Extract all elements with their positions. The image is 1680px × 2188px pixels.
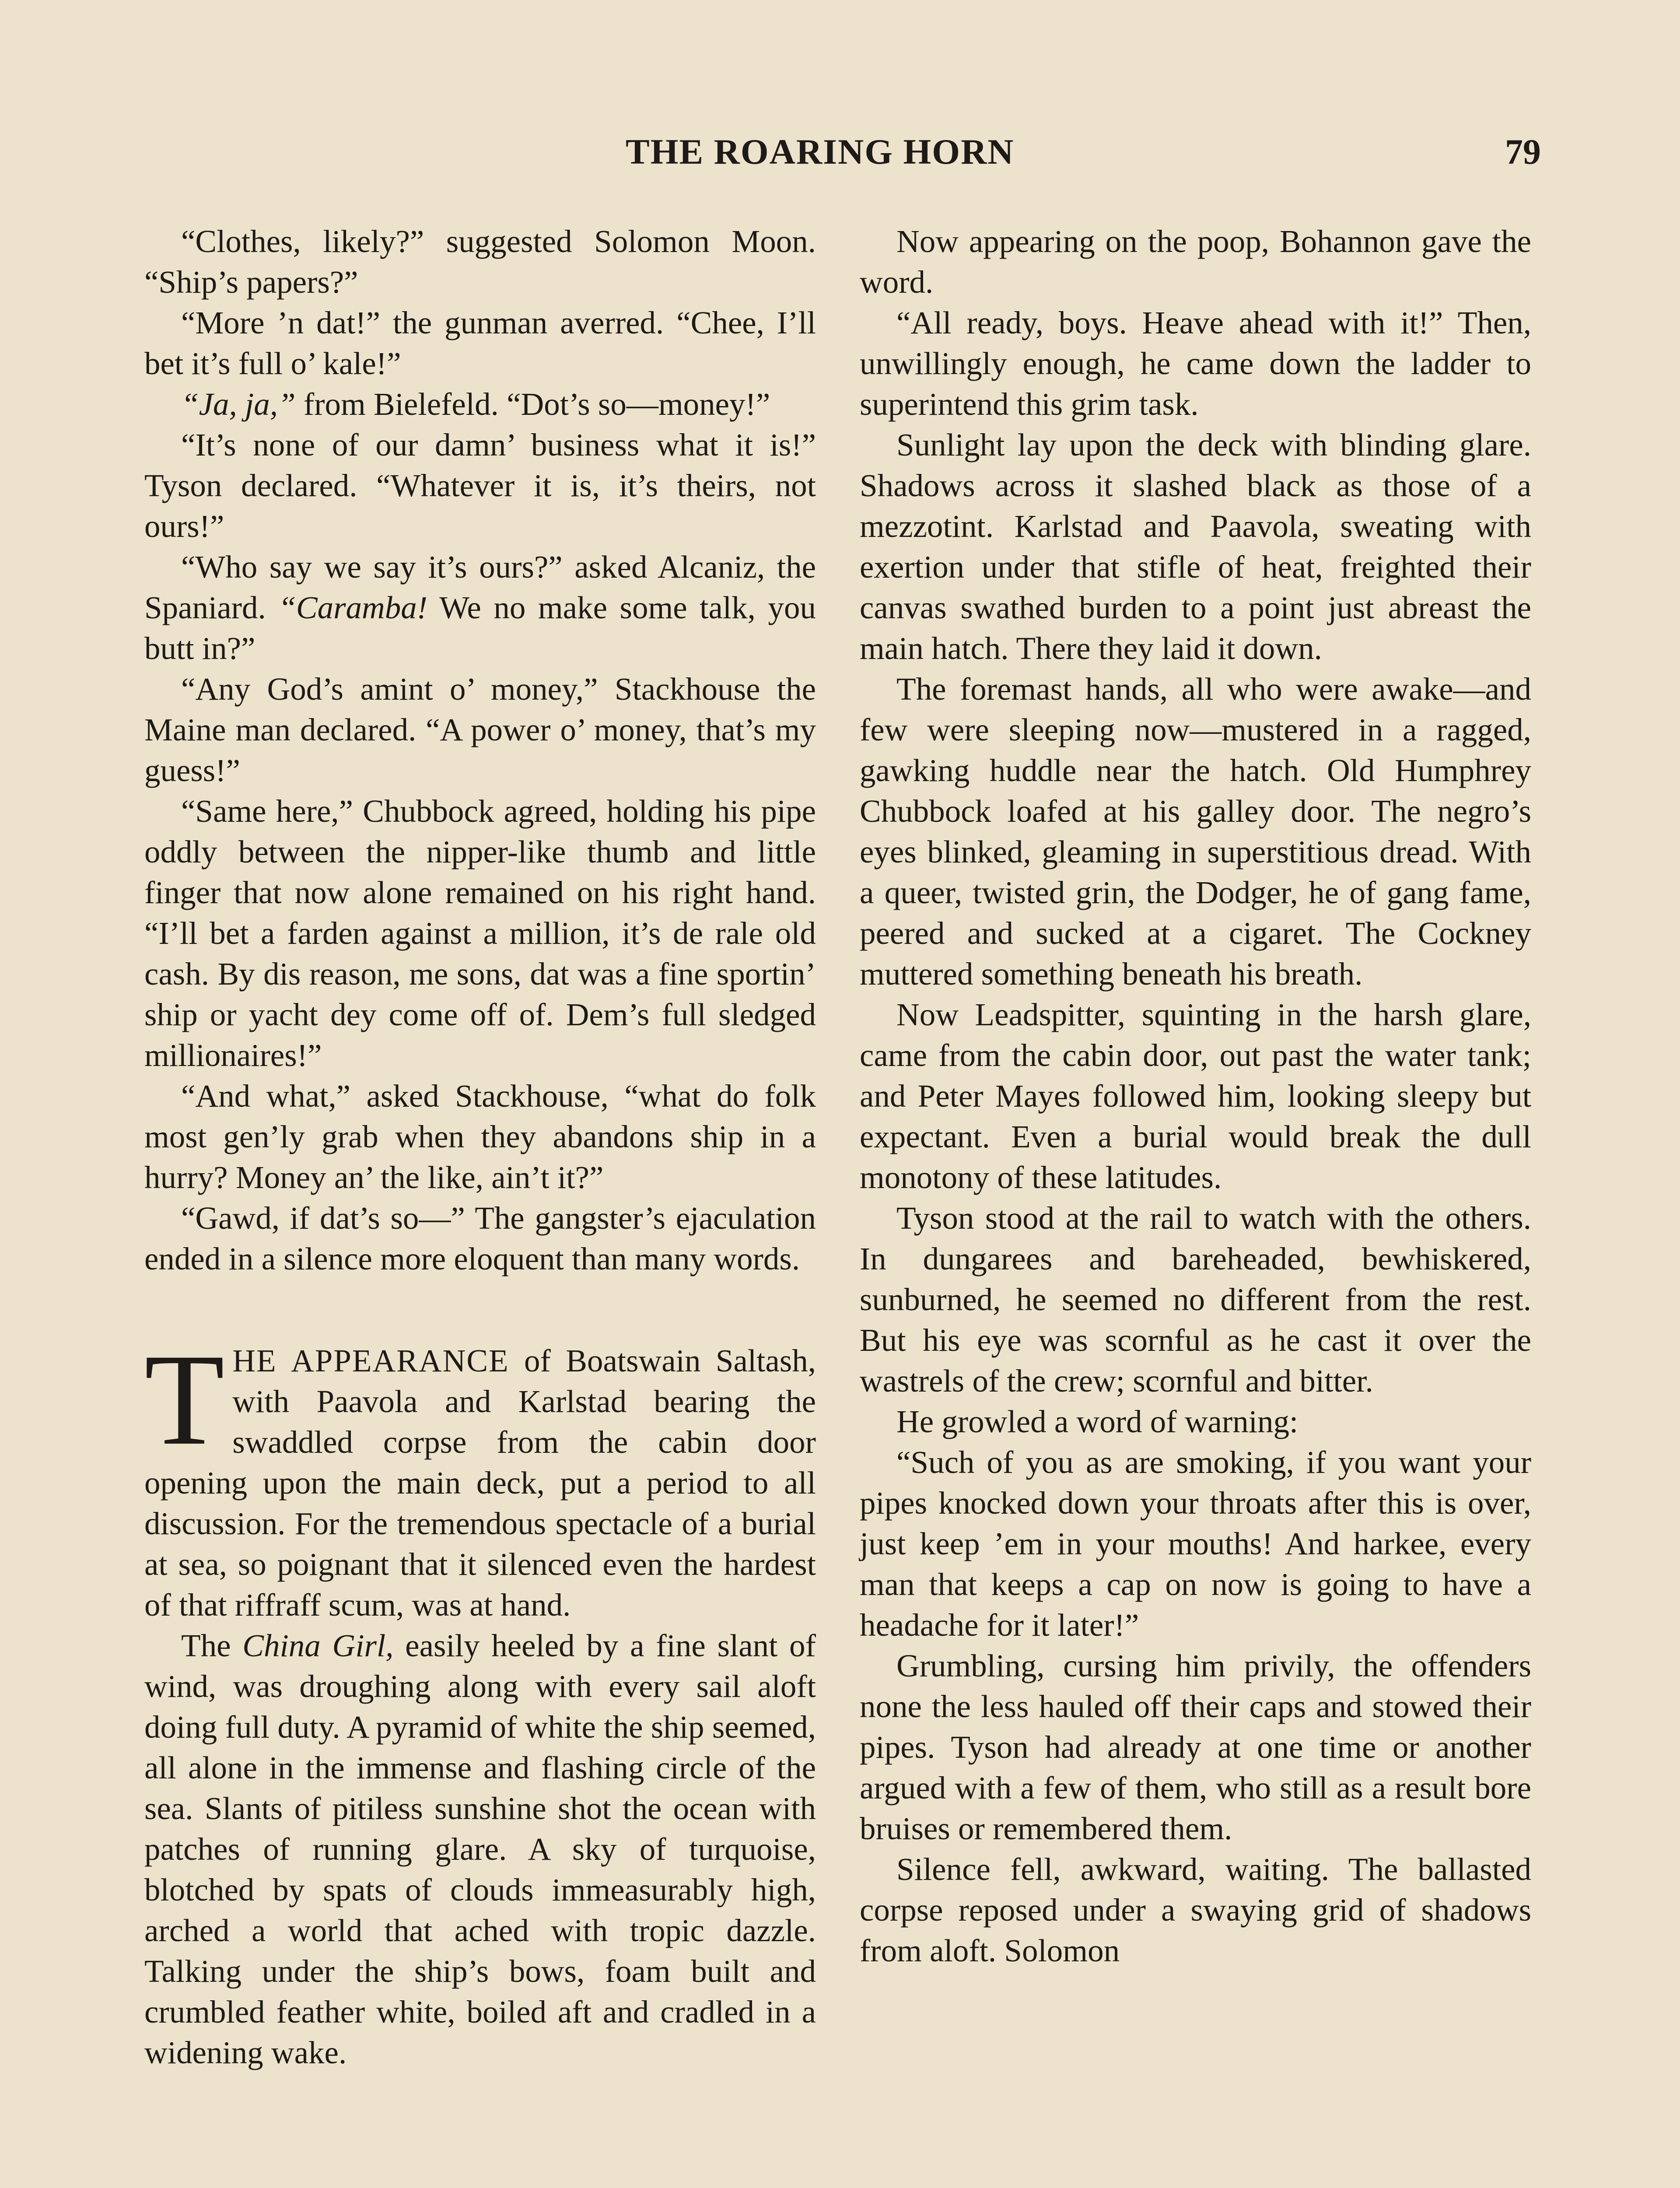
paragraph xyxy=(144,547,816,669)
paragraph: He growled a word of warning: xyxy=(896,1404,1298,1439)
paragraph: “All ready, boys. Heave ahead with it!” Then, unwillingly enough, he came down the ladder to superintend this grim task. xyxy=(860,305,1531,422)
paragraph xyxy=(144,384,816,424)
paragraph: The foremast hands, all who were awake—and few were sleeping now—mustered in a ragged, gawking huddle near the hatch. Old Humphrey Chubbock loafed at his galley door. The negro’s eyes blinked, gleaming in superstitious dread. With a queer, twisted grin, the Dodger, he of gang fame, peered and sucked at a cigaret. The Cockney muttered something beneath his breath. xyxy=(860,671,1531,992)
paragraph: “Same here,” Chubbock agreed, holding his pipe oddly between the nipper-like thumb and little finger that now alone remained on his right hand. “I’ll bet a farden against a million, it’s de rale old cash. By dis reason, me sons, dat was a fine sportin’ ship or yacht dey come off of. Dem’s full sledged millionaires!” xyxy=(144,793,816,1073)
paragraph-text: easily heeled by a fine slant of wind, was droughing along with every sail aloft doing full duty. A pyramid of white the ship seemed, all alone in the immense and flashing circle of the sea. Slants of pitiless sunshine shot the ocean with patches of running glare. A sky of turquoise, blotched by spats of clouds immeasurably high, arched a world that ached with tropic dazzle. Talking under the ship’s bows, foam built and crumbled feather white, boiled aft and cradled in a widening wake. xyxy=(144,1628,816,2070)
paragraph xyxy=(144,1625,816,2073)
paragraph: Now Leadspitter, squinting in the harsh glare, came from the cabin door, out past the water tank; and Peter Mayes followed him, looking sleepy but expectant. Even a burial would break the dull monotony of these latitudes. xyxy=(860,997,1531,1195)
paragraph: Now appearing on the poop, Bohannon gave the word. xyxy=(860,224,1531,300)
page-header xyxy=(0,131,1680,184)
paragraph: “More ’n dat!” the gunman averred. “Chee, I’ll bet it’s full o’ kale!” xyxy=(144,305,816,381)
paragraph-text: of Boatswain Saltash, with Paavola and Karlstad bearing the swaddled corpse from the cabin door opening upon the main deck, put a period to all discussion. For the tremendous spectacle of a burial at sea, so poignant that it silenced even the hardest of that riffraff scum, was at hand. xyxy=(144,1343,816,1623)
paragraph: “Clothes, likely?” suggested Solomon Moon. “Ship’s papers?” xyxy=(144,224,816,300)
ship-name: China Girl, xyxy=(242,1628,394,1663)
paragraph: Sunlight lay upon the deck with blinding glare. Shadows across it slashed black as those of a mezzotint. Karlstad and Paavola, sweating with exertion under that stifle of heat, freighted their canvas swathed burden to a point just abreast the main hatch. There they laid it down. xyxy=(860,427,1531,666)
left-column xyxy=(144,221,816,2073)
paragraph-text: The xyxy=(181,1628,243,1663)
paragraph: Grumbling, cursing him privily, the offenders none the less hauled off their caps and stowed their pipes. Tyson had already at one time or another argued with a few of them, who still as a result bore bruises or remembered them. xyxy=(860,1648,1531,1846)
paragraph: Silence fell, awkward, waiting. The ballasted corpse reposed under a swaying grid of shadows from aloft. Solomon xyxy=(860,1851,1531,1968)
section-opening-paragraph xyxy=(144,1327,816,1625)
drop-cap: T xyxy=(144,1327,225,1472)
section-lead-words: HE APPEARANCE xyxy=(232,1343,509,1378)
paragraph: “Any God’s amint o’ money,” Stackhouse the Maine man declared. “A power o’ money, that’s my guess!” xyxy=(144,671,816,788)
paragraph: “Gawd, if dat’s so—” The gangster’s ejaculation ended in a silence more eloquent than many words. xyxy=(144,1200,816,1276)
page-number: 79 xyxy=(1505,132,1541,172)
paragraph: “Such of you as are smoking, if you want your pipes knocked down your throats after this is over, just keep ’em in your mouths! And harkee, every man that keeps a cap on now is going to have a headache for it later!” xyxy=(860,1445,1531,1643)
paragraph-text: We no make some talk, you butt in?” xyxy=(144,590,816,666)
right-column xyxy=(860,221,1531,1971)
paragraph: “And what,” asked Stackhouse, “what do folk most gen’ly grab when they abandons ship in a hurry? Money an’ the like, ain’t it?” xyxy=(144,1078,816,1195)
paragraph-text: from Bielefeld. “Dot’s so—money!” xyxy=(295,386,770,422)
paragraph: Tyson stood at the rail to watch with the others. In dungarees and bareheaded, bewhiskered, sunburned, he seemed no different from the rest. But his eye was scornful as he cast it over the wastrels of the crew; scornful and bitter. xyxy=(860,1200,1531,1399)
italic-text: “Caramba! xyxy=(278,590,428,625)
paragraph-text: “Who say we say it’s ours?” asked Alcaniz, the Spaniard. xyxy=(144,549,816,625)
running-title: THE ROARING HORN xyxy=(626,132,1015,172)
paragraph: “It’s none of our damn’ business what it is!” Tyson declared. “Whatever it is, it’s theirs, not ours!” xyxy=(144,427,816,544)
italic-text: “Ja, ja,” xyxy=(181,386,296,422)
